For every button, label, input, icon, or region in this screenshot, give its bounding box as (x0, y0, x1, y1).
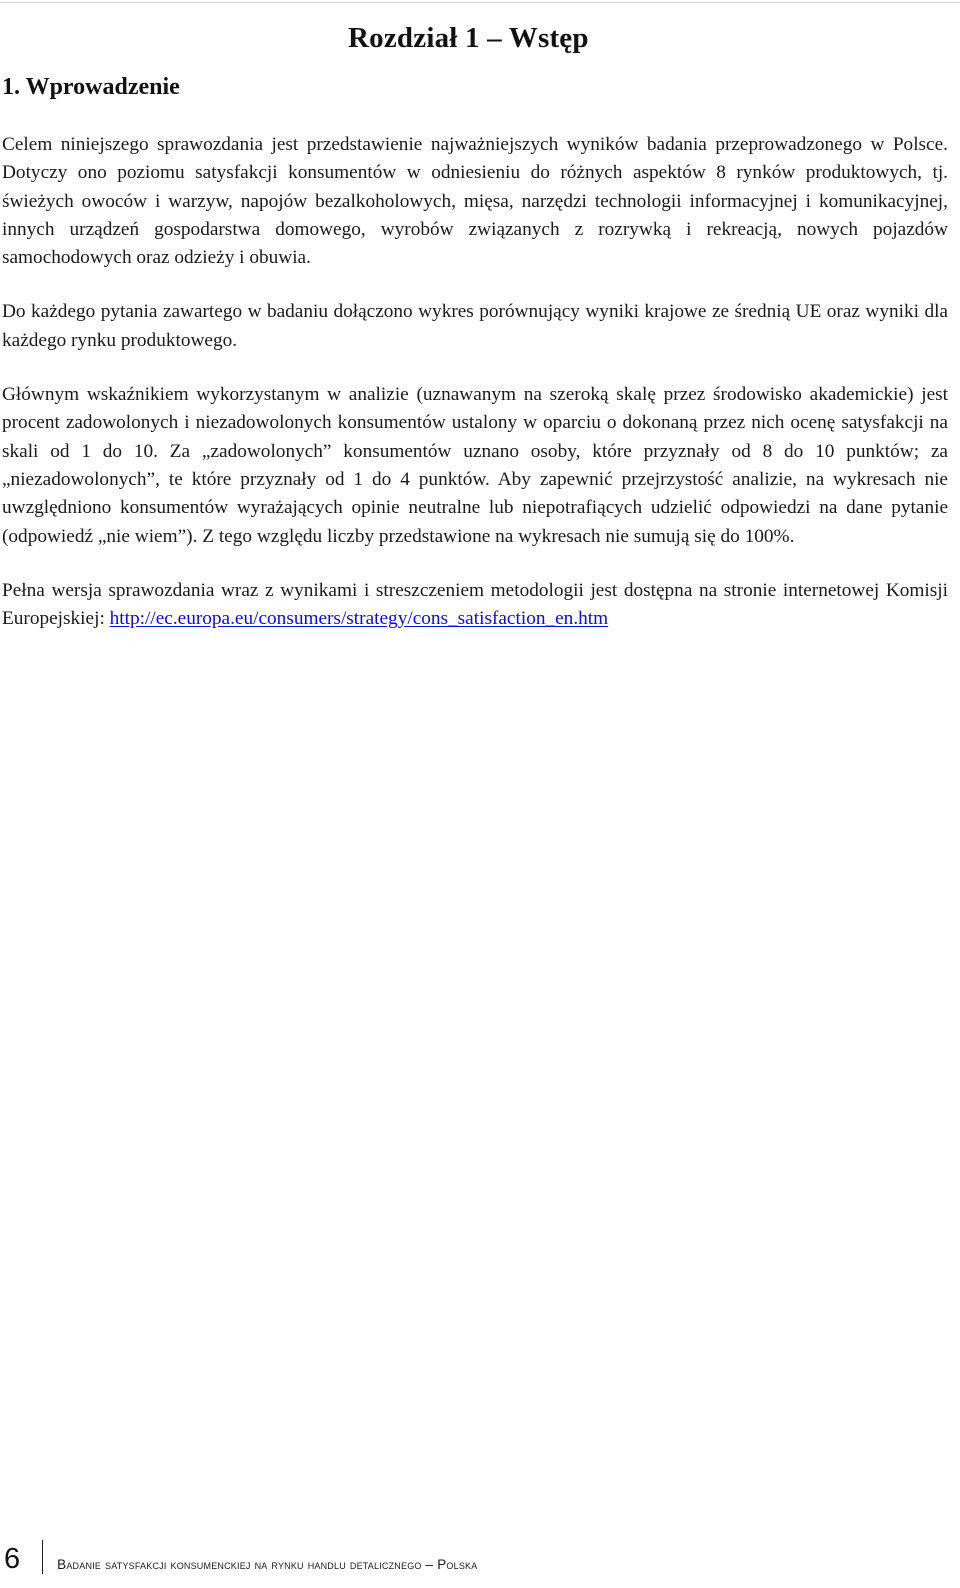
paragraph-intro: Celem niniejszego sprawozdania jest przedstawienie najważniejszych wyników badania przeprowadzonego w Polsce. Dotyczy ono poziomu satysfakcji konsumentów w odniesieniu do różnych aspektów 8 rynków produktowych, tj. świeżych owoców i warzyw, napojów bezalkoholowych, mięsa, narzędzi technologii informacyjnej i komunikacyjnej, innych urządzeń gospodarstwa domowego, wyrobów związanych z rozrywką i rekreacją, nowych pojazdów samochodowych oraz odzieży i obuwia. (2, 134, 948, 269)
paragraph-methodology: Głównym wskaźnikiem wykorzystanym w analizie (uznawanym na szeroką skalę przez środowisko akademickie) jest procent zadowolonych i niezadowolonych konsumentów ustalony w oparciu o dokonaną przez nich ocenę satysfakcji na skali od 1 do 10. Za „zadowolonych” konsumentów uznano osoby, które przyznały od 8 do 10 punktów; za „niezadowolonych”, te które przyznały od 1 do 4 punktów. Aby zapewnić przejrzystość analizie, na wykresach nie uwzględniono konsumentów wyrażających opinie neutralne lub niepotrafiących udzielić odpowiedzi na dane pytanie (odpowiedź „nie wiem”). Z tego względu liczby przedstawione na wykresach nie sumują się do 100%. (2, 384, 948, 547)
body-text (2, 131, 948, 659)
paragraph-full-report (2, 577, 948, 634)
section-title: 1. Wprowadzenie (2, 74, 180, 100)
footer-title: Badanie satysfakcji konsumenckiej na rynku handlu detalicznego – Polska (57, 1557, 478, 1572)
footer-divider (42, 1540, 43, 1574)
chapter-title: Rozdział 1 – Wstęp (348, 22, 589, 54)
report-link[interactable]: http://ec.europa.eu/consumers/strategy/cons_satisfaction_en.htm (109, 608, 609, 630)
page-number: 6 (4, 1543, 21, 1575)
paragraph-charts: Do każdego pytania zawartego w badaniu dołączono wykres porównujący wyniki krajowe ze średnią UE oraz wyniki dla każdego rynku produktowego. (2, 301, 948, 351)
page-footer (4, 1540, 477, 1574)
full-report-text: Pełna wersja sprawozdania wraz z wynikami i streszczeniem metodologii jest dostępna na stronie internetowej Komisji Europejskiej: (2, 579, 948, 630)
top-divider (0, 2, 960, 3)
